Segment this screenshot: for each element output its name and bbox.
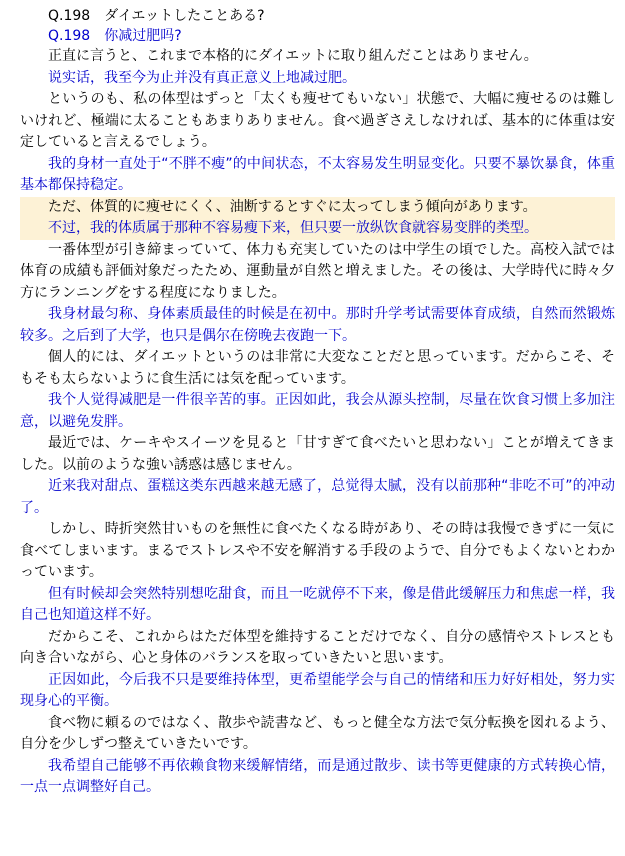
paragraph-ja: 最近では、ケーキやスイーツを見ると「甘すぎて食べたいと思わない」ことが増えてきました。以前のような強い誘惑は感じません。 [20,435,615,473]
question-title-ja: Q.198 ダイエットしたことある? [48,8,265,24]
paragraph-zh: 我身材最匀称、身体素质最佳的时候是在初中。那时升学考试需要体育成绩，自然而然锻炼较多。之后到了大学，也只是偶尔在傍晚去夜跑一下。 [20,306,615,344]
question-title-zh: Q.198 你减过肥吗? [48,28,182,44]
paragraph-ja: というのも、私の体型はずっと「太くも痩せてもいない」状態で、大幅に痩せるのは難しいけれど、極端に太ることもあまりありません。食べ過ぎさえしなければ、基本的に体重は安定していると言えるでしょう。 [20,91,615,150]
paragraph-zh: 近来我对甜点、蛋糕这类东西越来越无感了，总觉得太腻，没有以前那种“非吃不可”的冲动了。 [20,478,615,516]
paragraph-zh: 我希望自己能够不再依赖食物来缓解情绪，而是通过散步、读书等更健康的方式转换心情，一点一点调整好自己。 [20,757,615,795]
paragraph-zh: 我个人觉得减肥是一件很辛苦的事。正因如此，我会从源头控制，尽量在饮食习惯上多加注意，以避免发胖。 [20,392,615,430]
paragraph-ja: 一番体型が引き締まっていて、体力も充実していたのは中学生の頃でした。高校入試では体育の成績も評価対象だったため、運動量が自然と増えました。その後は、大学時代に時々夕方にランニングをする程度になりました。 [20,241,615,301]
highlighted-paragraph-ja: ただ、体質的に痩せにくく、油断するとすぐに太ってしまう傾向があります。 [20,197,615,219]
paragraph-ja: 食べ物に頼るのではなく、散歩や読書など、もっと健全な方法で気分転換を図れるよう、自分を少しずつ整えていきたいです。 [20,714,615,752]
paragraph-zh: 说实话，我至今为止并没有真正意义上地减过肥。 [48,69,356,86]
paragraph-ja: しかし、時折突然甘いものを無性に食べたくなる時があり、その時は我慢できずに一気に食べてしまいます。まるでストレスや不安を解消する手段のようで、自分でもよくないとわかっています。 [20,521,615,580]
paragraph-ja: 正直に言うと、これまで本格的にダイエットに取り組んだことはありません。 [48,48,538,64]
paragraph-zh: 正因如此，今后我不只是要维持体型，更希望能学会与自己的情绪和压力好好相处，努力实现身心的平衡。 [20,671,615,709]
paragraph-ja: だからこそ、これからはただ体型を維持することだけでなく、自分の感情やストレスとも向き合いながら、心と身体のバランスを取っていきたいと思います。 [20,628,615,666]
paragraph-zh: 但有时候却会突然特别想吃甜食，而且一吃就停不下来，像是借此缓解压力和焦虑一样，我自己也知道这样不好。 [20,585,615,623]
highlighted-paragraph-zh: 不过，我的体质属于那种不容易瘦下来，但只要一放纵饮食就容易变胖的类型。 [20,218,615,240]
paragraph-ja: 個人的には、ダイエットというのは非常に大変なことだと思っています。だからこそ、そもそも太らないように食生活には気を配っています。 [20,349,615,387]
document-page [20,0,615,799]
paragraph-zh: 我的身材一直处于“不胖不瘦”的中间状态，不太容易发生明显变化。只要不暴饮暴食，体重基本都保持稳定。 [20,155,615,193]
